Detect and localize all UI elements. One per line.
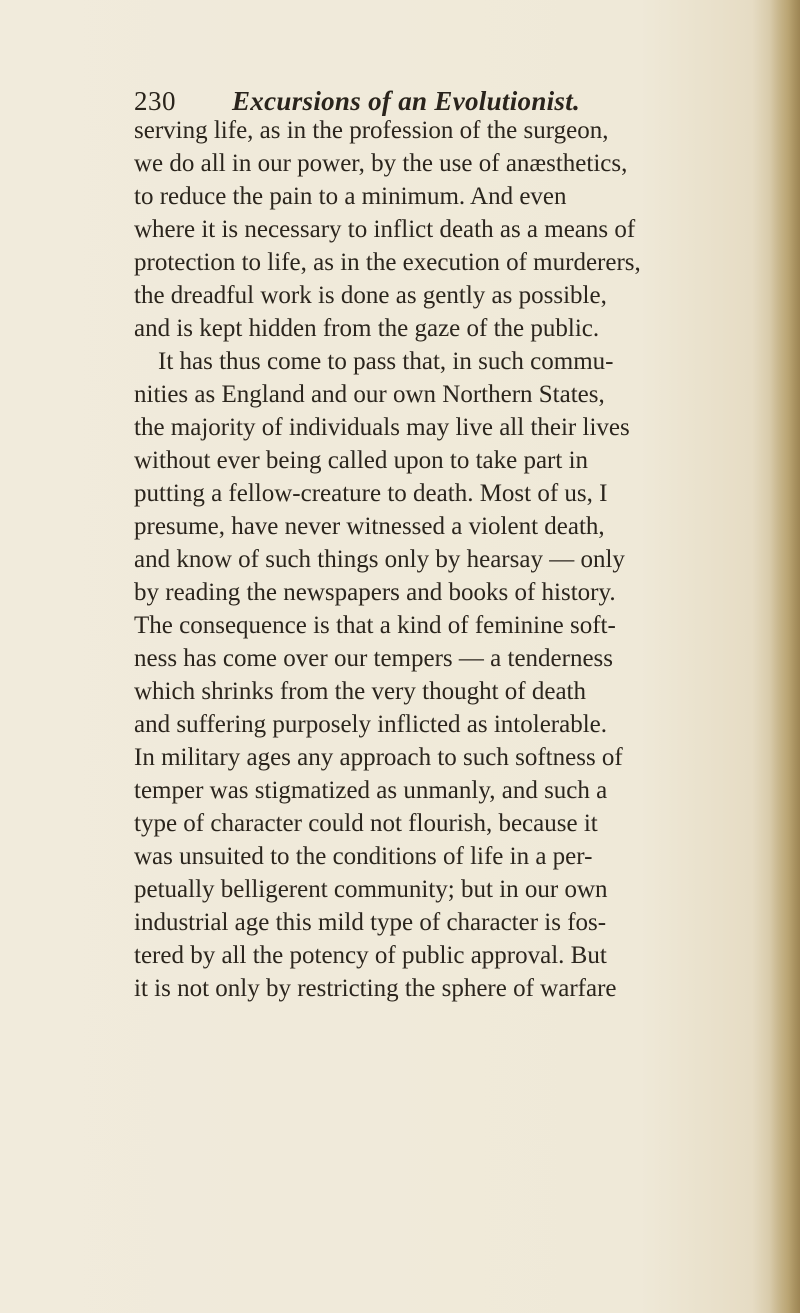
text-line: and suffering purposely inflicted as intolerable. bbox=[134, 711, 608, 738]
text-line: to reduce the pain to a minimum. And even bbox=[134, 183, 567, 210]
page-number: 230 bbox=[134, 86, 176, 116]
paragraph-first-line: It has thus come to pass that, in such commu- bbox=[158, 348, 614, 375]
text-line: which shrinks from the very thought of death bbox=[134, 678, 586, 705]
page-edge-shadow bbox=[770, 0, 800, 1313]
text-line: where it is necessary to inflict death as a means of bbox=[134, 216, 636, 243]
text-line: petually belligerent community; but in our own bbox=[134, 876, 608, 903]
text-line: and know of such things only by hearsay — only bbox=[134, 546, 625, 573]
text-line: was unsuited to the conditions of life in a per- bbox=[134, 843, 593, 870]
text-line: presume, have never witnessed a violent death, bbox=[134, 513, 605, 540]
text-line: temper was stigmatized as unmanly, and such a bbox=[134, 777, 608, 804]
text-line: we do all in our power, by the use of anæsthetics, bbox=[134, 150, 628, 177]
text-line: nities as England and our own Northern States, bbox=[134, 381, 605, 408]
text-line: tered by all the potency of public approval. But bbox=[134, 942, 607, 969]
text-line: ness has come over our tempers — a tenderness bbox=[134, 645, 614, 672]
text-line: industrial age this mild type of character is fos- bbox=[134, 909, 607, 936]
text-line: type of character could not flourish, because it bbox=[134, 810, 598, 837]
text-line: it is not only by restricting the sphere of warfare bbox=[134, 975, 617, 1002]
text-line: protection to life, as in the execution of murderers, bbox=[134, 249, 641, 276]
body-text bbox=[134, 114, 764, 1005]
text-line: In military ages any approach to such softness of bbox=[134, 744, 623, 771]
running-title: Excursions of an Evolutionist. bbox=[232, 86, 581, 116]
text-line: by reading the newspapers and books of history. bbox=[134, 579, 616, 606]
text-line: putting a fellow-creature to death. Most of us, I bbox=[134, 480, 608, 507]
text-line: The consequence is that a kind of feminine soft- bbox=[134, 612, 616, 639]
text-line: and is kept hidden from the gaze of the public. bbox=[134, 315, 600, 342]
text-line: serving life, as in the profession of the surgeon, bbox=[134, 117, 609, 144]
text-line: the dreadful work is done as gently as possible, bbox=[134, 282, 607, 309]
text-line: the majority of individuals may live all their lives bbox=[134, 414, 630, 441]
text-line: without ever being called upon to take part in bbox=[134, 447, 589, 474]
